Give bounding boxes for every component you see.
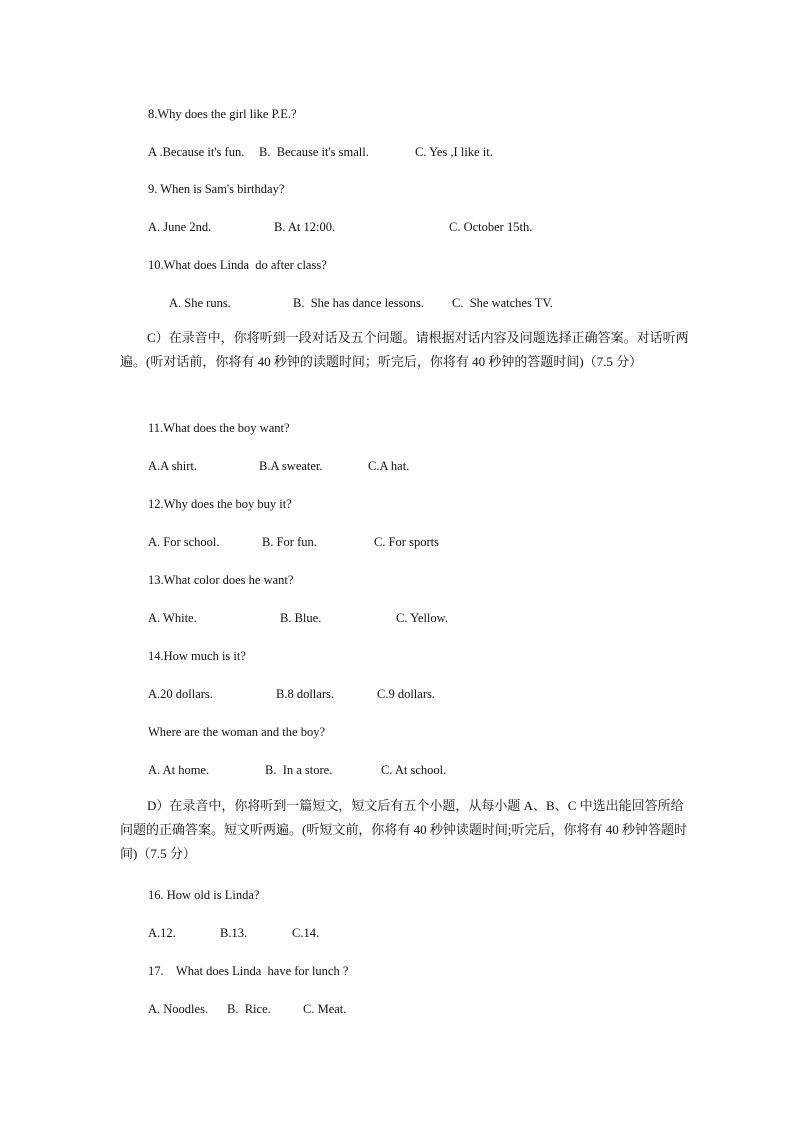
q14-option-a[interactable]: A.20 dollars.: [148, 687, 213, 701]
q17-option-a[interactable]: A. Noodles.: [148, 1002, 209, 1016]
q15-option-b[interactable]: B. In a store.: [265, 763, 333, 777]
question-17: 17. What does Linda have for lunch ?: [148, 964, 349, 978]
q11-option-b[interactable]: B.A sweater.: [259, 459, 323, 473]
q12-option-c[interactable]: C. For sports: [374, 535, 439, 549]
q17-option-b[interactable]: B. Rice.: [227, 1002, 271, 1016]
question-15: Where are the woman and the boy?: [148, 725, 326, 739]
q13-option-a[interactable]: A. White.: [148, 611, 197, 625]
q11-option-a[interactable]: A.A shirt.: [148, 459, 197, 473]
question-9: 9. When is Sam's birthday?: [148, 182, 285, 196]
q10-option-c[interactable]: C. She watches TV.: [452, 296, 553, 310]
question-13: 13.What color does he want?: [148, 573, 294, 587]
q15-option-a[interactable]: A. At home.: [148, 763, 210, 777]
q13-option-c[interactable]: C. Yellow.: [396, 611, 448, 625]
q10-option-a[interactable]: A. She runs.: [169, 296, 231, 310]
question-8: 8.Why does the girl like P.E.?: [148, 107, 297, 121]
q9-option-b[interactable]: B. At 12:00.: [274, 220, 336, 234]
q8-option-b[interactable]: B. Because it's small.: [259, 145, 369, 159]
section-d-instruction: D）在录音中，你将听到一篇短文，短文后有五个小题，从每小题 A、B、C 中选出能回答所给问题的正确答案。短文听两遍。(听短文前，你将有 40 秒钟读题时间;听完后，你将有 40 秒钟答题时间)（7.5 分）: [120, 798, 687, 861]
q13-option-b[interactable]: B. Blue.: [280, 611, 322, 625]
q12-option-b[interactable]: B. For fun.: [262, 535, 317, 549]
q14-option-c[interactable]: C.9 dollars.: [377, 687, 435, 701]
section-c-instruction: C）在录音中，你将听到一段对话及五个问题。请根据对话内容及问题选择正确答案。对话听两遍。(听对话前，你将有 40 秒钟的读题时间；听完后，你将有 40 秒钟的答题时间)（7.5 分）: [120, 330, 689, 369]
q12-option-a[interactable]: A. For school.: [148, 535, 220, 549]
q16-option-c[interactable]: C.14.: [292, 926, 320, 940]
question-12: 12.Why does the boy buy it?: [148, 497, 292, 511]
q16-option-b[interactable]: B.13.: [220, 926, 248, 940]
question-14: 14.How much is it?: [148, 649, 246, 663]
q8-option-a[interactable]: A .Because it's fun.: [148, 145, 245, 159]
q17-option-c[interactable]: C. Meat.: [303, 1002, 347, 1016]
q11-option-c[interactable]: C.A hat.: [368, 459, 410, 473]
q8-option-c[interactable]: C. Yes ,I like it.: [415, 145, 493, 159]
q14-option-b[interactable]: B.8 dollars.: [276, 687, 334, 701]
question-16: 16. How old is Linda?: [148, 888, 260, 902]
q9-option-c[interactable]: C. October 15th.: [449, 220, 533, 234]
q9-option-a[interactable]: A. June 2nd.: [148, 220, 212, 234]
question-11: 11.What does the boy want?: [148, 421, 290, 435]
q15-option-c[interactable]: C. At school.: [381, 763, 447, 777]
q10-option-b[interactable]: B. She has dance lessons.: [293, 296, 424, 310]
question-10: 10.What does Linda do after class?: [148, 258, 327, 272]
q16-option-a[interactable]: A.12.: [148, 926, 176, 940]
